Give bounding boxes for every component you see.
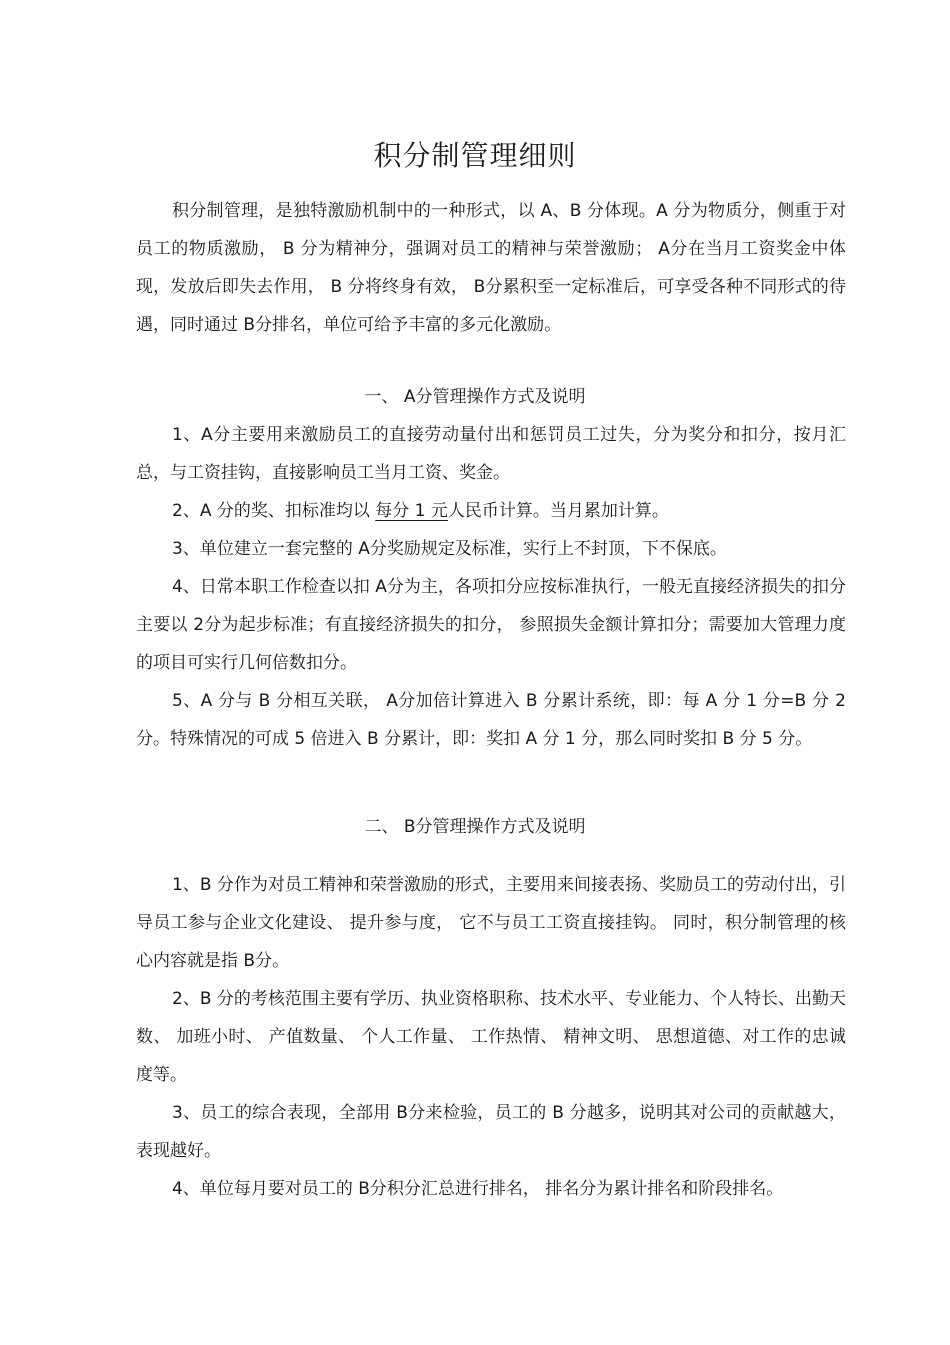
section-a-item-2-after: 人民币计算。当月累加计算。 xyxy=(447,501,669,521)
section-b-list xyxy=(136,866,846,1208)
section-a-list xyxy=(136,416,846,758)
section-a-item-4: 4、日常本职工作检查以扣 A分为主，各项扣分应按标准执行，一般无直接经济损失的扣分主要以 2分为起步标准；有直接经济损失的扣分， 参照损失金额计算扣分；需要加大管理力度的项目可实行几何倍数扣分。 xyxy=(136,577,846,673)
section-b-item-3: 3、员工的综合表现，全部用 B分来检验，员工的 B 分越多，说明其对公司的贡献越大，表现越好。 xyxy=(136,1103,846,1161)
section-b-item-2: 2、B 分的考核范围主要有学历、执业资格职称、技术水平、专业能力、个人特长、出勤天数、 加班小时、 产值数量、 个人工作量、 工作热情、 精神文明、 思想道德、对工作的忠诚度等。 xyxy=(136,989,846,1085)
intro-block xyxy=(136,192,846,344)
document-title: 积分制管理细则 xyxy=(373,139,577,172)
section-a-item-5: 5、A 分与 B 分相互关联， A分加倍计算进入 B 分累计系统，即：每 A 分 1 分=B 分 2 分。特殊情况的可成 5 倍进入 B 分累计，即：奖扣 A 分 1 分，那么同时奖扣 B 分 5 分。 xyxy=(136,691,846,749)
intro-paragraph: 积分制管理，是独特激励机制中的一种形式，以 A、B 分体现。A 分为物质分，侧重于对员工的物质激励， B 分为精神分，强调对员工的精神与荣誉激励； A分在当月工资奖金中体现，发放后即失去作用， B 分将终身有效， B分累积至一定标准后，可享受各种不同形式的待遇，同时通过 B分排名，单位可给予丰富的多元化激励。 xyxy=(136,201,846,335)
section-b-item-1: 1、B 分作为对员工精神和荣誉激励的形式，主要用来间接表扬、奖励员工的劳动付出，引导员工参与企业文化建设、 提升参与度， 它不与员工工资直接挂钩。 同时，积分制管理的核心内容就是指 B分。 xyxy=(136,875,846,971)
section-a-item-1: 1、A分主要用来激励员工的直接劳动量付出和惩罚员工过失，分为奖分和扣分，按月汇总，与工资挂钩，直接影响员工当月工资、奖金。 xyxy=(136,425,846,483)
section-a-item-2 xyxy=(136,492,846,530)
section-a-item-2-before: 2、A 分的奖、扣标准均以 xyxy=(172,501,376,521)
section-b-heading: 二、 B分管理操作方式及说明 xyxy=(364,817,586,837)
section-b-item-4: 4、单位每月要对员工的 B分积分汇总进行排名， 排名分为累计排名和阶段排名。 xyxy=(172,1179,784,1199)
section-a-heading: 一、 A分管理操作方式及说明 xyxy=(364,387,586,407)
section-a-item-2-underlined: 每分 1 元 xyxy=(375,501,448,521)
section-a-item-3: 3、单位建立一套完整的 A分奖励规定及标准，实行上不封顶，下不保底。 xyxy=(172,539,727,559)
